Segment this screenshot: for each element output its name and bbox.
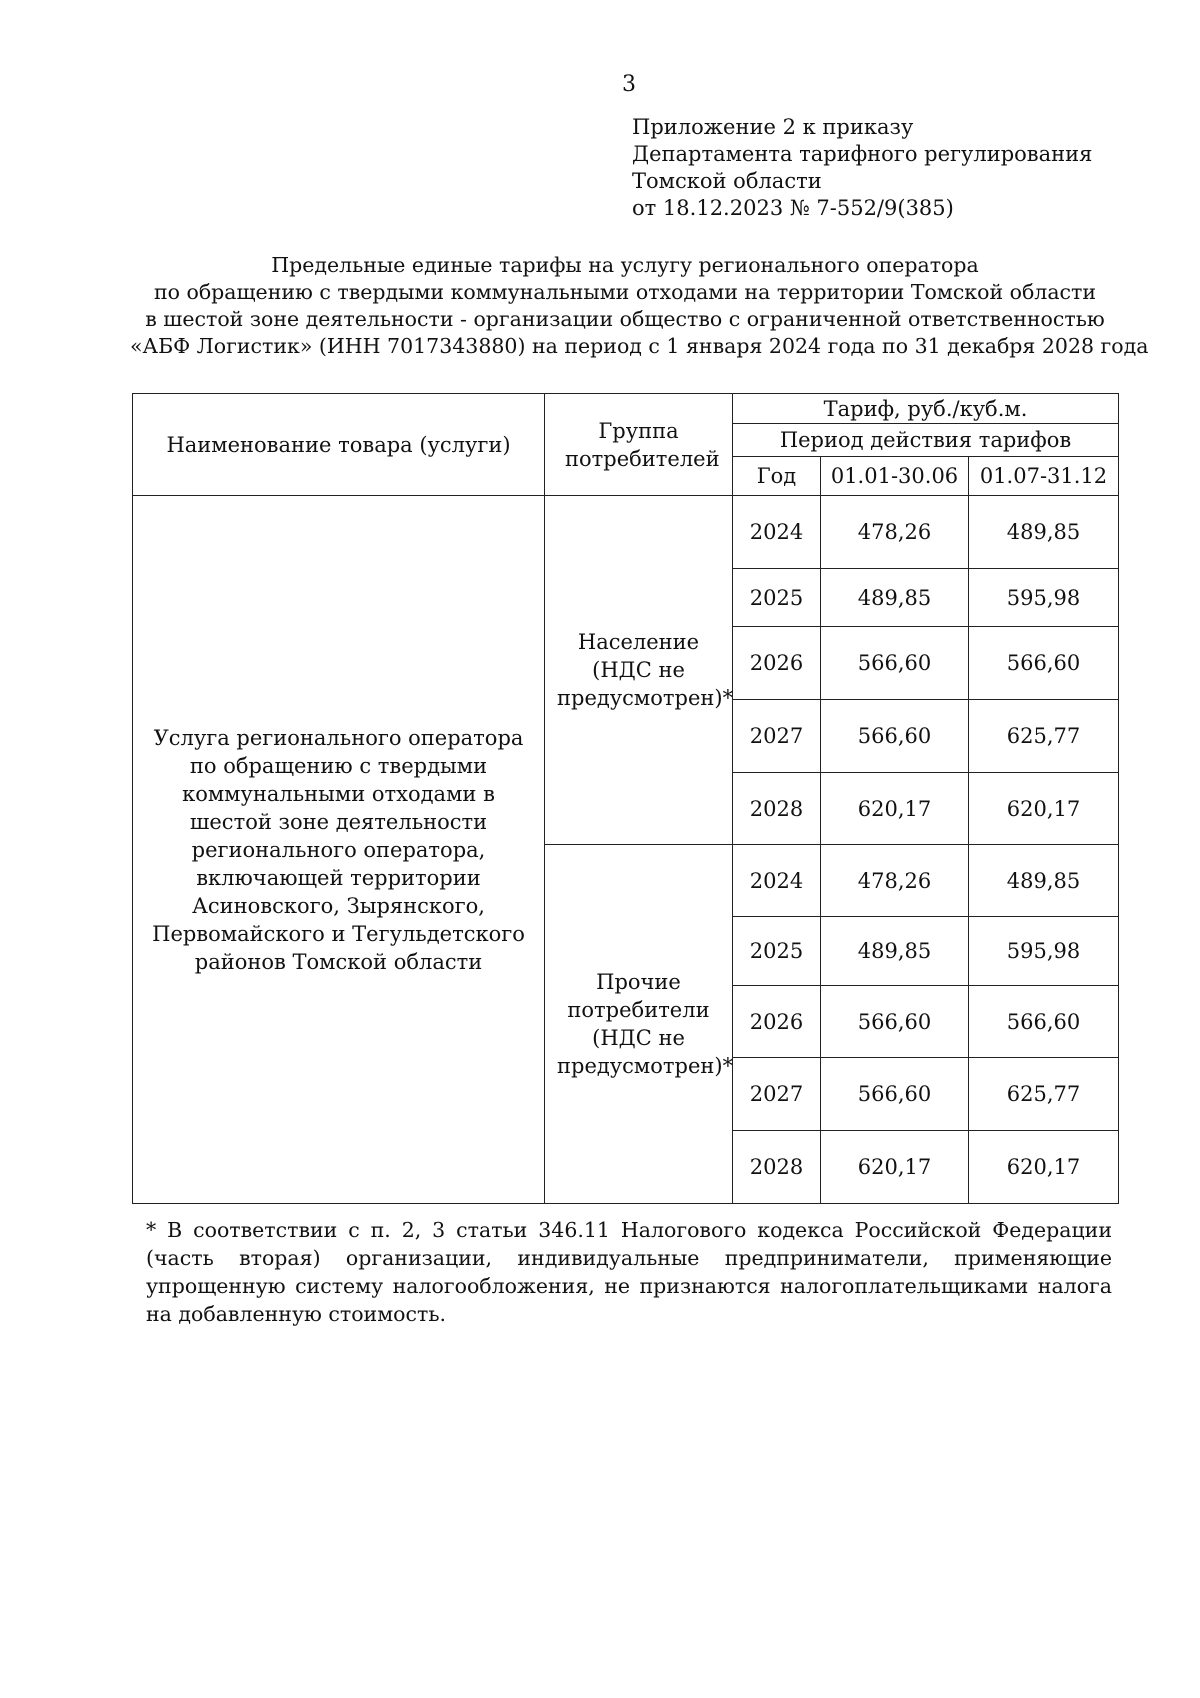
- page-number: 3: [622, 72, 636, 97]
- year-cell: 2024: [733, 496, 821, 569]
- year-cell: 2027: [733, 700, 821, 773]
- year-cell: 2024: [733, 845, 821, 917]
- tariff-h2-cell: 489,85: [969, 845, 1119, 917]
- appendix-block: [632, 114, 1092, 222]
- header-year: Год: [733, 457, 821, 496]
- tariff-h1-cell: 489,85: [821, 917, 969, 986]
- appendix-line: Департамента тарифного регулирования: [632, 142, 1093, 166]
- year-cell: 2026: [733, 627, 821, 700]
- appendix-line: от 18.12.2023 № 7-552/9(385): [632, 196, 954, 220]
- tariff-h1-cell: 566,60: [821, 986, 969, 1058]
- tariff-h2-cell: 620,17: [969, 773, 1119, 845]
- tariff-h2-cell: 620,17: [969, 1131, 1119, 1204]
- group-population: Население (НДС не предусмотрен)*: [545, 496, 733, 845]
- header-half2: 01.07-31.12: [969, 457, 1119, 496]
- year-cell: 2025: [733, 569, 821, 627]
- tariff-h1-cell: 620,17: [821, 773, 969, 845]
- title-line: по обращению с твердыми коммунальными отходами на территории Томской области: [153, 280, 1097, 304]
- tariff-table: [132, 393, 1119, 1204]
- appendix-line: Томской области: [632, 169, 822, 193]
- title-line: в шестой зоне деятельности - организации общество с ограниченной ответственностью: [145, 307, 1105, 331]
- tariff-h1-cell: 566,60: [821, 700, 969, 773]
- tariff-h2-cell: 489,85: [969, 496, 1119, 569]
- year-cell: 2026: [733, 986, 821, 1058]
- tariff-h1-cell: 489,85: [821, 569, 969, 627]
- tariff-h2-cell: 595,98: [969, 569, 1119, 627]
- tariff-h2-cell: 566,60: [969, 627, 1119, 700]
- tariff-h2-cell: 625,77: [969, 1058, 1119, 1131]
- tariff-h2-cell: 595,98: [969, 917, 1119, 986]
- tariff-h1-cell: 620,17: [821, 1131, 969, 1204]
- year-cell: 2027: [733, 1058, 821, 1131]
- header-tariff: Тариф, руб./куб.м.: [733, 394, 1119, 424]
- tariff-h1-cell: 478,26: [821, 496, 969, 569]
- appendix-line: Приложение 2 к приказу: [632, 115, 914, 139]
- document-title: [130, 252, 1149, 360]
- footnote: * В соответствии с п. 2, 3 статьи 346.11 Налогового кодекса Российской Федерации (часть вторая) организации, индивидуальные предприниматели, применяющие упрощенную систему налогообложения, не признаются налогоплательщиками налога на добавленную стоимость.: [146, 1218, 1112, 1326]
- service-name: Услуга регионального оператора по обращению с твердыми коммунальными отходами в шестой зоне деятельности регионального оператора, включающей территории Асиновского, Зырянского, Первомайского и Тегульдетского районов Томской области: [133, 496, 545, 1204]
- header-group: Группа потребителей: [545, 394, 733, 496]
- year-cell: 2028: [733, 773, 821, 845]
- year-cell: 2028: [733, 1131, 821, 1204]
- title-line: Предельные единые тарифы на услугу регионального оператора: [271, 253, 979, 277]
- header-period: Период действия тарифов: [733, 424, 1119, 457]
- tariff-h1-cell: 566,60: [821, 627, 969, 700]
- tariff-h1-cell: 566,60: [821, 1058, 969, 1131]
- header-half1: 01.01-30.06: [821, 457, 969, 496]
- header-name: Наименование товара (услуги): [133, 394, 545, 496]
- group-other: Прочие потребители (НДС не предусмотрен)*: [545, 845, 733, 1204]
- title-line: «АБФ Логистик» (ИНН 7017343880) на период с 1 января 2024 года по 31 декабря 2028 года: [130, 334, 1149, 358]
- tariff-h2-cell: 625,77: [969, 700, 1119, 773]
- year-cell: 2025: [733, 917, 821, 986]
- tariff-h2-cell: 566,60: [969, 986, 1119, 1058]
- tariff-h1-cell: 478,26: [821, 845, 969, 917]
